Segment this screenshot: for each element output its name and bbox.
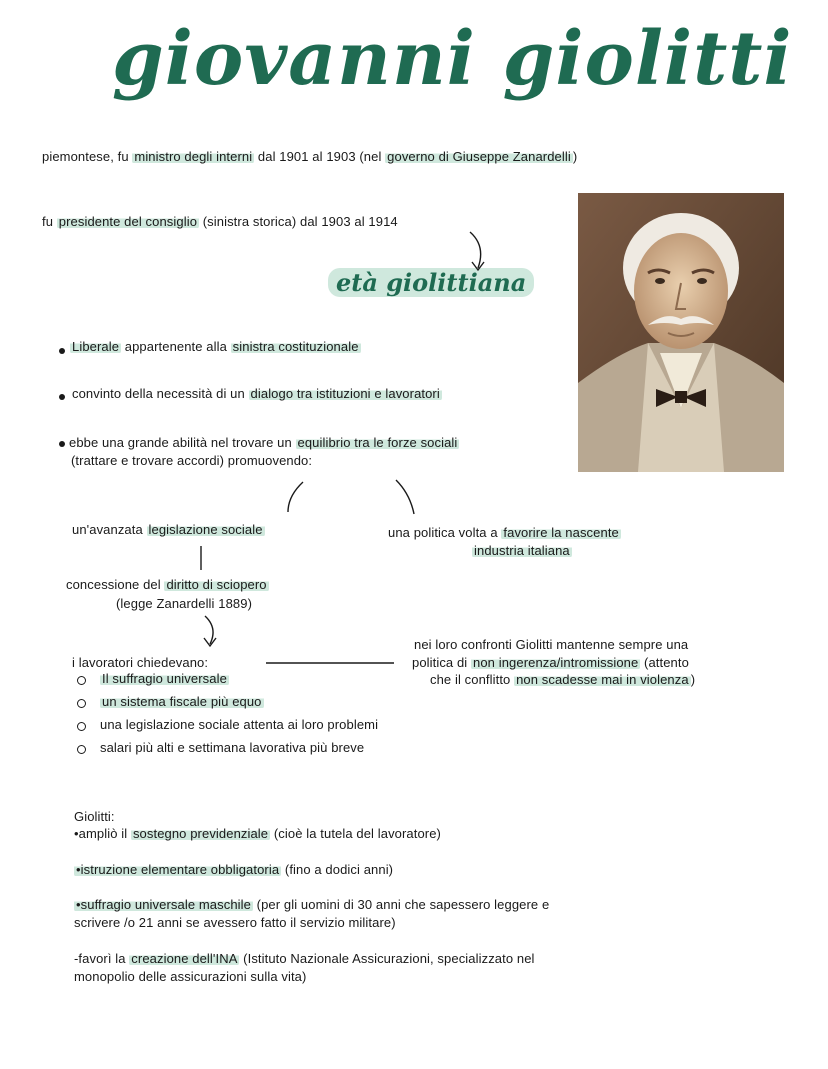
arrowhead-icon (204, 638, 216, 646)
giolitti-point-4-line-2: monopolio delle assicurazioni sulla vita) (74, 969, 307, 984)
bullet-3-line-2: (trattare e trovare accordi) promuovendo: (71, 453, 313, 468)
text: -favorì la (74, 951, 130, 966)
branch-left-line (288, 482, 303, 512)
giolitti-point-3-line-2: scrivere /o 21 anni se avessero fatto il servizio militare) (74, 915, 396, 930)
highlight: •suffragio universale maschile (76, 897, 251, 912)
text: appartenente alla (121, 339, 231, 354)
highlight: favorire la nascente (503, 525, 619, 540)
strike-law: (legge Zanardelli 1889) (116, 596, 252, 611)
text: concessione del (66, 577, 165, 592)
text: un'avanzata (72, 522, 147, 537)
text: (Istituto Nazionale Assicurazioni, specializzato nel (239, 951, 535, 966)
text: che il conflitto (430, 672, 515, 687)
giolitti-point-2 (74, 861, 393, 879)
giolitti-point-4 (74, 950, 535, 968)
text: piemontese, fu (42, 149, 133, 164)
giolitti-heading: Giolitti: (74, 809, 115, 824)
text: (attento (640, 655, 689, 670)
text: salari più alti e settimana lavorativa più breve (100, 740, 365, 755)
highlight: un sistema fiscale più equo (102, 694, 262, 709)
highlight: creazione dell'INA (131, 951, 238, 966)
era-label-text: età giolittiana (328, 268, 534, 297)
text: una legislazione sociale attenta ai loro problemi (100, 717, 379, 732)
highlight: governo di Giuseppe Zanardelli (387, 149, 571, 164)
text: ebbe una grande abilità nel trovare un (69, 435, 296, 450)
workers-heading: i lavoratori chiedevano: (72, 655, 209, 670)
highlight: diritto di sciopero (166, 577, 267, 592)
branch-right-line-2 (472, 542, 572, 560)
highlight: non ingerenza/intromissione (473, 655, 639, 670)
workers-item (100, 716, 378, 734)
branch-left (72, 521, 265, 539)
non-interference-line-3 (430, 671, 695, 689)
text: politica di (412, 655, 472, 670)
highlight: •istruzione elementare obbligatoria (76, 862, 280, 877)
highlight: legislazione sociale (148, 522, 263, 537)
workers-item (100, 739, 364, 757)
giolitti-point-3 (74, 896, 549, 914)
circle-bullet-icon (77, 745, 86, 754)
highlight: Il suffragio universale (102, 671, 227, 686)
branch-right-line (396, 480, 414, 514)
text: ) (690, 672, 696, 687)
workers-item (100, 693, 264, 711)
text: (cioè la tutela del lavoratore) (270, 826, 441, 841)
highlight: equilibrio tra le forze sociali (297, 435, 458, 450)
text: convinto della necessità di un (72, 386, 249, 401)
highlight: Liberale (72, 339, 120, 354)
text: dal 1901 al 1903 (nel (254, 149, 386, 164)
highlight: ministro degli interni (134, 149, 253, 164)
highlight: presidente del consiglio (58, 214, 198, 229)
circle-bullet-icon (77, 722, 86, 731)
text: (per gli uomini di 30 anni che sapessero leggere e (252, 897, 550, 912)
non-interference-line-2 (412, 654, 689, 672)
highlight: industria italiana (474, 543, 570, 558)
workers-item (100, 670, 229, 688)
text: ) (572, 149, 578, 164)
page-title: giovanni giolitti (112, 16, 793, 102)
highlight: dialogo tra istituzioni e lavoratori (250, 386, 440, 401)
giolitti-point-1 (74, 825, 441, 843)
branch-right (388, 524, 621, 542)
circle-bullet-icon (77, 699, 86, 708)
text: fu (42, 214, 57, 229)
text: •ampliò il (74, 826, 131, 841)
non-interference-line-1: nei loro confronti Giolitti mantenne sempre una (414, 637, 689, 652)
text: (sinistra storica) dal 1903 al 1914 (199, 214, 398, 229)
text: (fino a dodici anni) (281, 862, 394, 877)
text: una politica volta a (388, 525, 502, 540)
circle-bullet-icon (77, 676, 86, 685)
highlight: sostegno previdenziale (132, 826, 269, 841)
strike-right (66, 576, 269, 594)
highlight: sinistra costituzionale (232, 339, 359, 354)
highlight: non scadesse mai in violenza (516, 672, 689, 687)
